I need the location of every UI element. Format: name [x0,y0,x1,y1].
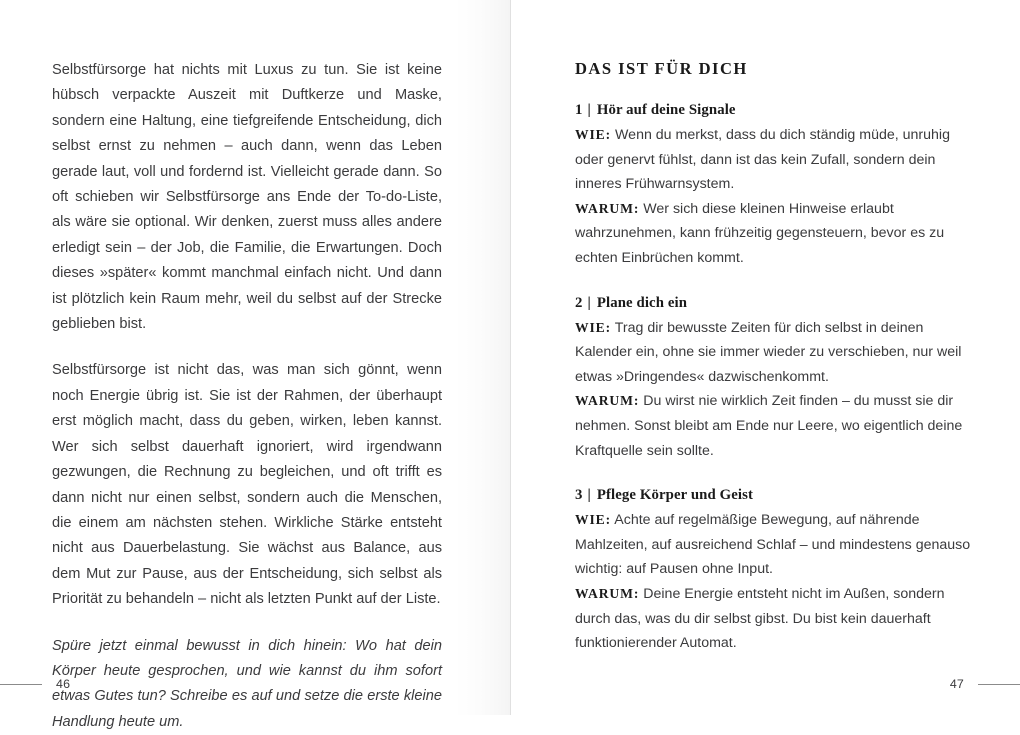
body-paragraph: Selbstfürsorge hat nichts mit Luxus zu tun. Sie ist keine hübsch verpackte Auszeit mit Duftkerze und Maske, sondern eine Haltung, eine tiefgreifende Entscheidung, dich selbst ernst zu nehmen – auch dann, wenn das Leben gerade laut, voll und fordernd ist. Vielleicht gerade dann. So oft schieben wir Selbstfürsorge ans Ende der To-do-Liste, als wäre sie optional. Wir denken, zuerst muss alles andere erledigt sein – der Job, die Familie, die Erwartungen. Doch dieses »später« kommt manchmal einfach nicht. Und dann ist plötzlich kein Raum mehr, weil du selbst auf der Strecke geblieben bist. [52,62,442,333]
tip-why-text: Deine Energie entsteht nicht im Außen, sondern durch das, was du dir selbst gibst. Du bist kein dauerhaft funktionierender Automat. [575,585,945,652]
label-why: WARUM [575,393,634,409]
tip-title: Plane dich ein [596,294,688,311]
tip-item [575,485,975,656]
tip-number-separator: | [587,294,591,311]
label-how-colon: : [605,512,612,528]
page-number: 47 [949,677,964,691]
label-how-colon: : [605,127,612,142]
tip-how-line [575,508,975,582]
tip-number: 2 [575,294,583,311]
tip-how-line [575,123,975,197]
tip-title: Pflege Körper und Geist [596,487,754,504]
label-how-colon: : [605,319,612,335]
tip-how-line [575,316,975,390]
section-title: DAS IST FÜR DICH [575,59,748,78]
tip-number: 1 [575,102,583,118]
right-page [511,0,1020,715]
label-how: WIE [575,512,606,528]
tip-heading [575,100,975,121]
gutter-shadow [453,0,511,715]
tip-number-separator: | [587,487,591,504]
right-page-text-column [575,58,975,656]
reflection-prompt-paragraph: Spüre jetzt einmal bewusst in dich hinein: Wo hat dein Körper heute gesprochen, und wie kannst du ihm sofort etwas Gutes tun? Schreibe es auf und setze die erste kleine Handlung heute um. [52,637,442,730]
folio-rule-icon [0,684,42,685]
tip-number-separator: | [587,102,591,118]
page-number: 46 [56,677,71,691]
label-why: WARUM [575,200,634,216]
body-paragraph: Selbstfürsorge ist nicht das, was man sich gönnt, wenn noch Energie übrig ist. Sie ist der Rahmen, der überhaupt erst möglich macht, dass du geben, wirken, leben kannst. Wer sich selbst dauerhaft ignoriert, wird irgendwann gezwungen, die Rechnung zu begleichen, und oft trifft es dann nicht nur einen selbst, sondern auch die Menschen, die einem am nächsten stehen. Wirkliche Stärke entsteht nicht aus Dauerbelastung. Sie wächst aus Balance, aus dem Mut zur Pause, aus der Entscheidung, sich selbst als Priorität zu behandeln – nicht als letzten Punkt auf der Liste. [52,362,442,608]
tip-why-text: Du wirst nie wirklich Zeit finden – du musst sie dir nehmen. Sonst bleibt am Ende nur Leere, wo eigentlich deine Kraftquelle sein sollte. [575,393,963,459]
tip-item [575,100,975,271]
label-how: WIE [575,127,606,142]
tip-number: 3 [575,487,583,504]
tip-why-line [575,389,975,463]
label-why-colon: : [633,200,640,216]
folio-right [950,677,1020,691]
folio-left [0,677,70,691]
label-how: WIE [575,319,606,335]
left-page [0,0,511,730]
label-why-colon: : [633,585,640,601]
label-why-colon: : [633,393,640,409]
tip-heading [575,293,975,314]
tip-item [575,293,975,464]
left-page-text-column [52,58,442,735]
tip-how-text: Wenn du merkst, dass du dich ständig müde, unruhig oder genervt fühlst, dann ist das kein Zufall, sondern dein inneres Frühwarnsystem. [575,127,950,193]
tip-heading [575,485,975,506]
tip-why-line [575,197,975,271]
tip-why-text: Wer sich diese kleinen Hinweise erlaubt wahrzunehmen, kann frühzeitig gegensteuern, bevor es zu echten Einbrüchen kommt. [575,200,945,266]
folio-rule-icon [978,684,1020,685]
label-why: WARUM [575,585,634,601]
tip-how-text: Trag dir bewusste Zeiten für dich selbst in deinen Kalender ein, ohne sie immer wieder zu verschieben, nur weil etwas »Dringendes« dazwischenkommt. [575,319,962,385]
tip-title: Hör auf deine Signale [596,102,736,118]
tip-why-line [575,582,975,656]
tip-how-text: Achte auf regelmäßige Bewegung, auf nährende Mahlzeiten, auf ausreichend Schlaf – und mindestens genauso wichtig: auf Pausen ohne Input. [575,512,971,578]
